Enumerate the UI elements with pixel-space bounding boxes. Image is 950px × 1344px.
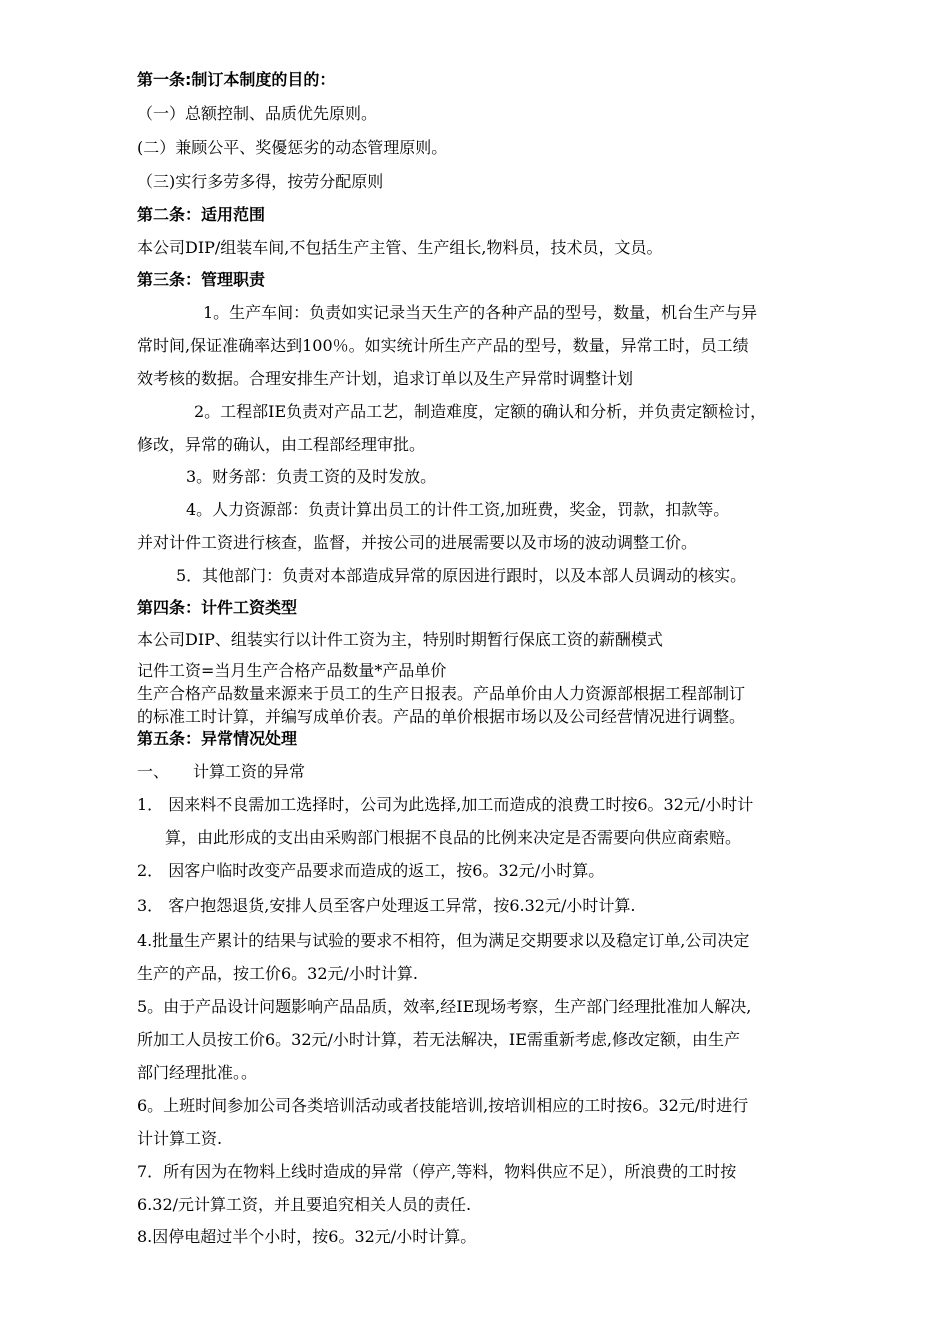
- article-3-heading: 第三条：管理职责: [137, 270, 266, 289]
- item-3: 3． 客户抱怨退货,安排人员至客户处理返工异常，按6.32元/小时计算.: [137, 896, 636, 915]
- wage-formula: 记件工资=当月生产合格产品数量*产品单价: [137, 661, 447, 680]
- item-1-line-2: 算，由此形成的支出由采购部门根据不良品的比例来决定是否需要向供应商索赔。: [165, 828, 742, 847]
- item-5-line-2: 所加工人员按工价6。32元/小时计算，若无法解决，IE需重新考虑,修改定额，由生产: [137, 1030, 741, 1049]
- scope-text: 本公司DIP/组装车间,不包括生产主管、生产组长,物料员，技术员，文员。: [137, 238, 663, 257]
- principle-3: （三)实行多劳多得，按劳分配原则: [137, 172, 384, 191]
- duty-1-line-2: 常时间,保证准确率达到100％。如实统计所生产产品的型号，数量，异常工时，员工绩: [137, 336, 749, 355]
- item-6-line-2: 计计算工资.: [137, 1129, 223, 1148]
- article-2-heading: 第二条：适用范围: [137, 205, 266, 224]
- wage-source-line-1: 生产合格产品数量来源来于员工的生产日报表。产品单价由人力资源部根据工程部制订: [137, 684, 746, 703]
- principle-1: （一）总额控制、品质优先原则。: [137, 104, 378, 123]
- article-4-heading: 第四条：计件工资类型: [137, 598, 298, 617]
- item-5-line-3: 部门经理批准。。: [137, 1063, 258, 1082]
- duty-3: 3。财务部：负责工资的及时发放。: [186, 467, 437, 486]
- item-5-line-1: 5。由于产品设计问题影响产品品质，效率,经IE现场考察，生产部门经理批准加人解决,: [137, 997, 752, 1016]
- article-1-heading: 第一条:制订本制度的目的：: [137, 70, 336, 89]
- duty-1-line-1: 1。生产车间：负责如实记录当天生产的各种产品的型号，数量，机台生产与异: [203, 303, 758, 322]
- principle-2: (二）兼顾公平、奖優惩劣的动态管理原则。: [137, 138, 448, 157]
- item-4-line-1: 4.批量生产累计的结果与试验的要求不相符，但为满足交期要求以及稳定订单,公司决定: [137, 931, 750, 950]
- item-4-line-2: 生产的产品，按工价6。32元/小时计算.: [137, 964, 419, 983]
- section-1-heading: 一、 计算工资的异常: [137, 762, 306, 781]
- wage-type-text: 本公司DIP、组装实行以计件工资为主，特别时期暂行保底工资的薪酬模式: [137, 630, 663, 649]
- item-2: 2． 因客户临时改变产品要求而造成的返工，按6。32元/小时算。: [137, 861, 605, 880]
- duty-4-line-1: 4。人力资源部：负责计算出员工的计件工资,加班费，奖金，罚款，扣款等。: [186, 500, 730, 519]
- wage-source-line-2: 的标准工时计算，并编写成单价表。产品的单价根据市场以及公司经营情况进行调整。: [137, 707, 746, 726]
- duty-2-line-2: 修改，异常的确认，由工程部经理审批。: [137, 435, 426, 454]
- item-7-line-2: 6.32/元计算工资，并且要追究相关人员的责任.: [137, 1195, 472, 1214]
- duty-2-line-1: 2。工程部IE负责对产品工艺，制造难度，定额的确认和分析，并负责定额检讨，: [194, 402, 767, 421]
- duty-5: 5．其他部门：负责对本部造成异常的原因进行跟时，以及本部人员调动的核实。: [176, 566, 747, 585]
- duty-1-line-3: 效考核的数据。合理安排生产计划，追求订单以及生产异常时调整计划: [137, 369, 634, 388]
- item-7-line-1: 7．所有因为在物料上线时造成的异常（停产,等料，物料供应不足），所浪费的工时按: [137, 1162, 737, 1181]
- duty-4-line-2: 并对计件工资进行核查，监督，并按公司的进展需要以及市场的波动调整工价。: [137, 533, 698, 552]
- item-8: 8.因停电超过半个小时，按6。32元/小时计算。: [137, 1227, 477, 1246]
- article-5-heading: 第五条：异常情况处理: [137, 729, 298, 748]
- item-1-line-1: 1． 因来料不良需加工选择时，公司为此选择,加工而造成的浪费工时按6。32元/小时计: [137, 795, 754, 814]
- item-6-line-1: 6。上班时间参加公司各类培训活动或者技能培训,按培训相应的工时按6。32元/时进行: [137, 1096, 749, 1115]
